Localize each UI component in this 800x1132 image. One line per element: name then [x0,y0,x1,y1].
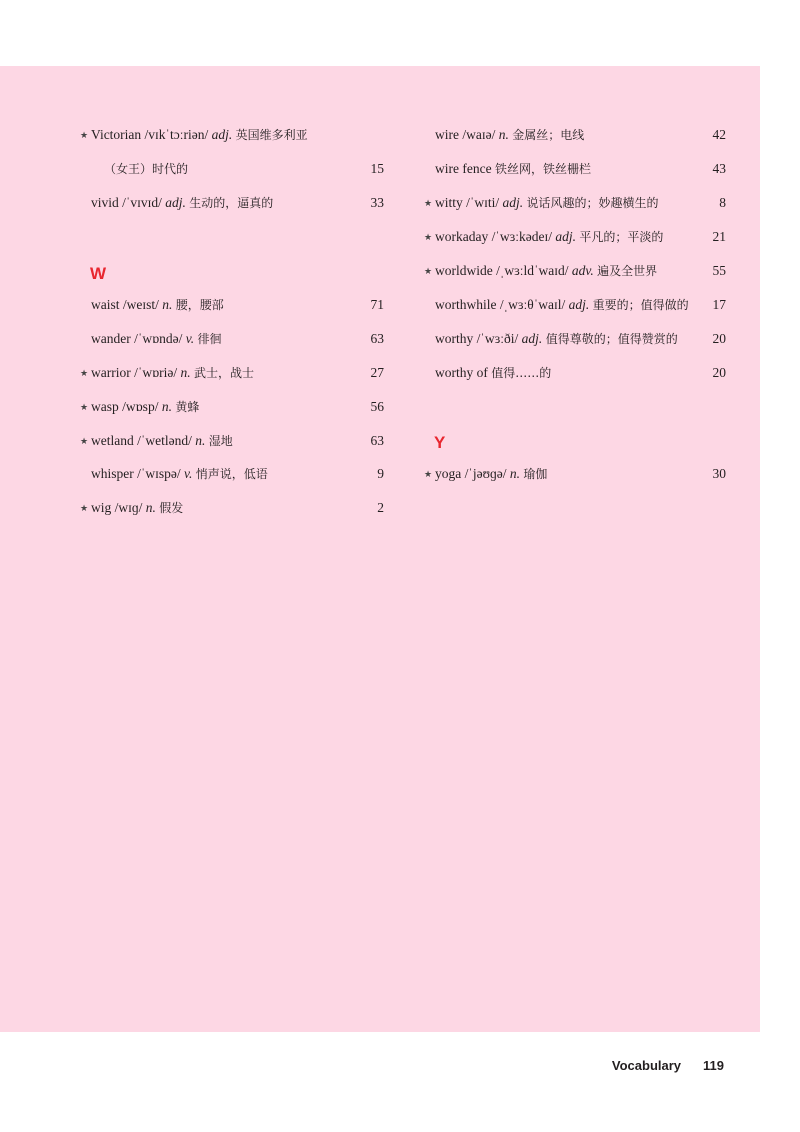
entry-phonetic: /ˌwɜːldˈwaɪd/ [496,263,572,278]
entry-text [435,125,584,145]
entry-meaning: 武士，战士 [194,366,255,380]
vocab-entry-wasp [80,397,384,417]
entry-word: Victorian [91,127,145,142]
entry-pos: v. [185,331,195,346]
entry-meaning: 瑜伽 [523,467,548,481]
entry-text [435,159,591,179]
entry-phonetic: /ˈwetlənd/ [137,433,196,448]
entry-word: worthy of [435,365,492,380]
entry-word: wander [91,331,135,346]
entry-meaning: 黄蜂 [175,400,200,414]
entry-phonetic: /waɪə/ [462,127,499,142]
entry-text [91,397,199,417]
entry-text [435,227,663,247]
entry-pos: n. [195,433,206,448]
entry-meaning: 假发 [159,501,184,515]
entry-word: witty [435,195,467,210]
entry-text [104,159,188,179]
entry-page-number: 63 [370,331,384,346]
entry-pos: adj. [521,331,543,346]
entry-meaning: 遍及全世界 [597,264,658,278]
entry-text [91,295,224,315]
vocab-entry-victorian-continued [80,159,384,179]
vocab-entry-wire-fence [424,159,726,179]
vocab-entry-worldwide [424,261,726,281]
entry-meaning: 说话风趣的；妙趣横生的 [526,196,659,210]
entry-meaning: 湿地 [208,434,233,448]
entry-word: workaday [435,229,492,244]
vocab-entry-warrior [80,363,384,383]
vocab-entry-wetland [80,431,384,451]
entry-pos: n. [180,365,191,380]
entry-word: wetland [91,433,138,448]
entry-phonetic: /ˈjəʊɡə/ [464,466,510,481]
entry-page-number: 42 [712,127,726,142]
entry-phonetic: /ˈwɪspə/ [137,466,184,481]
entry-meaning: 平凡的；平淡的 [579,230,664,244]
star-marker-icon: ★ [80,402,89,412]
vocab-entry-workaday [424,227,726,247]
vocab-entry-waist [80,295,384,315]
entry-page-number: 63 [370,433,384,448]
entry-pos: n. [498,127,509,142]
entry-pos: adj. [555,229,577,244]
entry-phonetic: /ˌwɜːθˈwaɪl/ [499,297,569,312]
entry-phonetic: /vɪkˈtɔːriən/ [144,127,212,142]
entry-page-number: 15 [370,161,384,176]
vocab-entry-witty [424,193,726,213]
vocab-entry-victorian [80,125,384,145]
entry-meaning: （女王）时代的 [104,162,189,176]
entry-page-number: 33 [370,195,384,210]
entry-pos: n. [509,466,521,481]
star-marker-icon: ★ [424,198,433,208]
entry-page-number: 30 [712,466,726,481]
entry-text [91,125,308,145]
footer-section-title: Vocabulary [611,1058,682,1073]
entry-word: yoga [435,466,465,481]
entry-word: worthwhile [435,297,500,312]
entry-phonetic: /ˈvɪvɪd/ [122,195,166,210]
entry-phonetic: /ˈwɜːði/ [476,331,522,346]
entry-page-number: 9 [377,466,384,481]
entry-meaning: 金属丝；电线 [512,128,585,142]
entry-text [91,329,222,349]
entry-phonetic: /ˈwɜːkədeɪ/ [491,229,556,244]
star-marker-icon: ★ [80,130,89,140]
footer-page-number: 119 [703,1058,724,1073]
entry-text [91,431,233,451]
entry-word: warrior [91,365,135,380]
entry-text [435,329,678,349]
entry-page-number: 21 [712,229,726,244]
entry-text [91,193,273,213]
entry-word: worldwide [435,263,497,278]
entry-pos: adj. [502,195,524,210]
entry-phonetic: /wɪɡ/ [114,500,146,515]
entry-phonetic: /ˈwɒriə/ [134,365,181,380]
entry-meaning: 生动的，逼真的 [189,196,274,210]
vocabulary-panel [0,66,760,1032]
entry-word: wasp [91,399,123,414]
entry-word: wire [435,127,463,142]
entry-pos: v. [184,466,193,481]
vocab-entry-worthwhile [424,295,726,315]
entry-pos: n. [161,399,172,414]
entry-phonetic: /wɒsp/ [122,399,162,414]
entry-meaning: 腰，腰部 [175,298,224,312]
entry-meaning: 悄声说，低语 [195,467,268,481]
vocab-entry-vivid [80,193,384,213]
vocab-entry-yoga [424,464,726,484]
entry-word: worthy [435,331,477,346]
entry-pos: adv. [571,263,594,278]
entry-phonetic: /weɪst/ [122,297,163,312]
entry-meaning: 重要的；值得做的 [592,298,689,312]
star-marker-icon: ★ [424,266,433,276]
section-letter-w: W [90,264,107,283]
entry-page-number: 8 [719,195,726,210]
entry-page-number: 20 [712,331,726,346]
entry-page-number: 56 [370,399,384,414]
entry-phonetic: /ˈwɒndə/ [134,331,186,346]
vocab-entry-whisper [80,464,384,484]
vocab-entry-wander [80,329,384,349]
entry-word: wire fence [435,161,495,176]
star-marker-icon: ★ [80,368,89,378]
entry-page-number: 27 [370,365,384,380]
entry-text [435,363,551,383]
entry-word: wig [91,500,115,515]
entry-text [435,295,689,315]
vocab-entry-worthy [424,329,726,349]
entry-meaning: 值得……的 [491,366,552,380]
entry-page-number: 43 [712,161,726,176]
entry-pos: adj. [568,297,590,312]
entry-meaning: 徘徊 [197,332,222,346]
entry-page-number: 2 [377,500,384,515]
entry-phonetic: /ˈwɪti/ [466,195,503,210]
entry-pos: n. [162,297,173,312]
entry-word: waist [91,297,123,312]
entry-page-number: 55 [712,263,726,278]
vocab-entry-wig [80,498,384,518]
entry-meaning: 铁丝网，铁丝栅栏 [494,162,591,176]
entry-text [91,464,268,484]
star-marker-icon: ★ [80,503,89,513]
vocab-entry-wire [424,125,726,145]
entry-page-number: 20 [712,365,726,380]
entry-pos: adj. [211,127,233,142]
entry-text [435,193,659,213]
entry-pos: n. [145,500,156,515]
entry-word: vivid [91,195,123,210]
entry-page-number: 71 [370,297,384,312]
entry-page-number: 17 [712,297,726,312]
entry-word: whisper [91,466,138,481]
entry-text [91,498,183,518]
section-letter-y: Y [434,433,446,452]
entry-pos: adj. [165,195,186,210]
entry-meaning: 英国维多利亚 [235,128,308,142]
entry-text [435,261,657,281]
entry-text [435,464,547,484]
entry-meaning: 值得尊敬的；值得赞赏的 [545,332,678,346]
page-footer [612,1056,724,1076]
entry-text [91,363,254,383]
star-marker-icon: ★ [424,469,433,479]
star-marker-icon: ★ [424,232,433,242]
star-marker-icon: ★ [80,436,89,446]
vocab-entry-worthy-of [424,363,726,383]
